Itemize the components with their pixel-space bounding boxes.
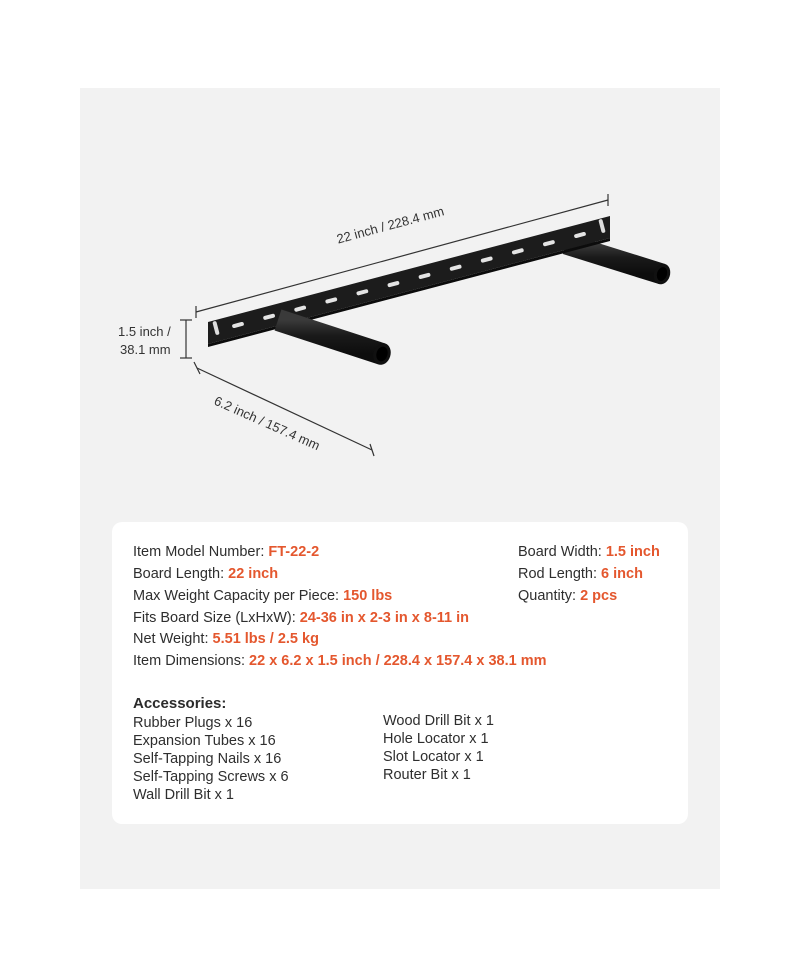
spec-value: 150 lbs <box>343 588 393 604</box>
accessory-item: Hole Locator x 1 <box>383 731 489 747</box>
accessory-item: Wall Drill Bit x 1 <box>133 787 234 803</box>
spec-label: Rod Length: <box>518 566 602 582</box>
spec-fits-board-size <box>133 610 469 626</box>
accessories-title: Accessories: <box>133 695 227 712</box>
spec-model-number <box>133 544 319 560</box>
spec-net-weight <box>133 631 319 647</box>
accessory-item: Wood Drill Bit x 1 <box>383 713 494 729</box>
spec-value: 2 pcs <box>580 588 618 604</box>
spec-label: Item Model Number: <box>133 544 269 560</box>
mounting-plate <box>208 216 610 347</box>
spec-label: Max Weight Capacity per Piece: <box>133 588 344 604</box>
spec-value: 24-36 in x 2-3 in x 8-11 in <box>299 610 470 626</box>
spec-quantity <box>518 588 617 604</box>
accessory-item: Self-Tapping Nails x 16 <box>133 751 282 767</box>
accessory-item: Slot Locator x 1 <box>383 749 484 765</box>
product-illustration <box>80 88 720 508</box>
spec-rod-length <box>518 566 643 582</box>
spec-label: Board Length: <box>133 566 229 582</box>
length-dimension-label: 22 inch / 228.4 mm <box>335 203 446 247</box>
spec-label: Quantity: <box>518 588 581 604</box>
spec-board-width <box>518 544 660 560</box>
front-rod <box>278 320 393 367</box>
spec-board-length <box>133 566 278 582</box>
spec-value: 22 inch <box>228 566 279 582</box>
spec-value: 1.5 inch <box>605 544 660 560</box>
height-dimension-label-line1: 1.5 inch / <box>118 324 171 339</box>
accessory-item: Router Bit x 1 <box>383 767 471 783</box>
accessory-item: Rubber Plugs x 16 <box>133 715 253 731</box>
spec-weight-capacity <box>133 588 392 604</box>
spec-label: Board Width: <box>518 544 606 560</box>
spec-label: Net Weight: <box>133 631 213 647</box>
spec-value: 22 x 6.2 x 1.5 inch / 228.4 x 157.4 x 38.1 mm <box>249 653 547 669</box>
accessory-item: Expansion Tubes x 16 <box>133 733 276 749</box>
spec-value: 6 inch <box>601 566 643 582</box>
bracket-drawing <box>80 88 720 508</box>
depth-dimension-label: 6.2 inch / 157.4 mm <box>211 393 323 454</box>
spec-label: Item Dimensions: <box>133 653 250 669</box>
rear-rod <box>566 244 673 286</box>
accessory-item: Self-Tapping Screws x 6 <box>133 769 289 785</box>
spec-item-dimensions <box>133 653 547 669</box>
height-dimension-label-line2: 38.1 mm <box>120 342 171 357</box>
spec-label: Fits Board Size (LxHxW): <box>133 610 300 626</box>
spec-value: 5.51 lbs / 2.5 kg <box>212 631 319 647</box>
spec-value: FT-22-2 <box>268 544 320 560</box>
